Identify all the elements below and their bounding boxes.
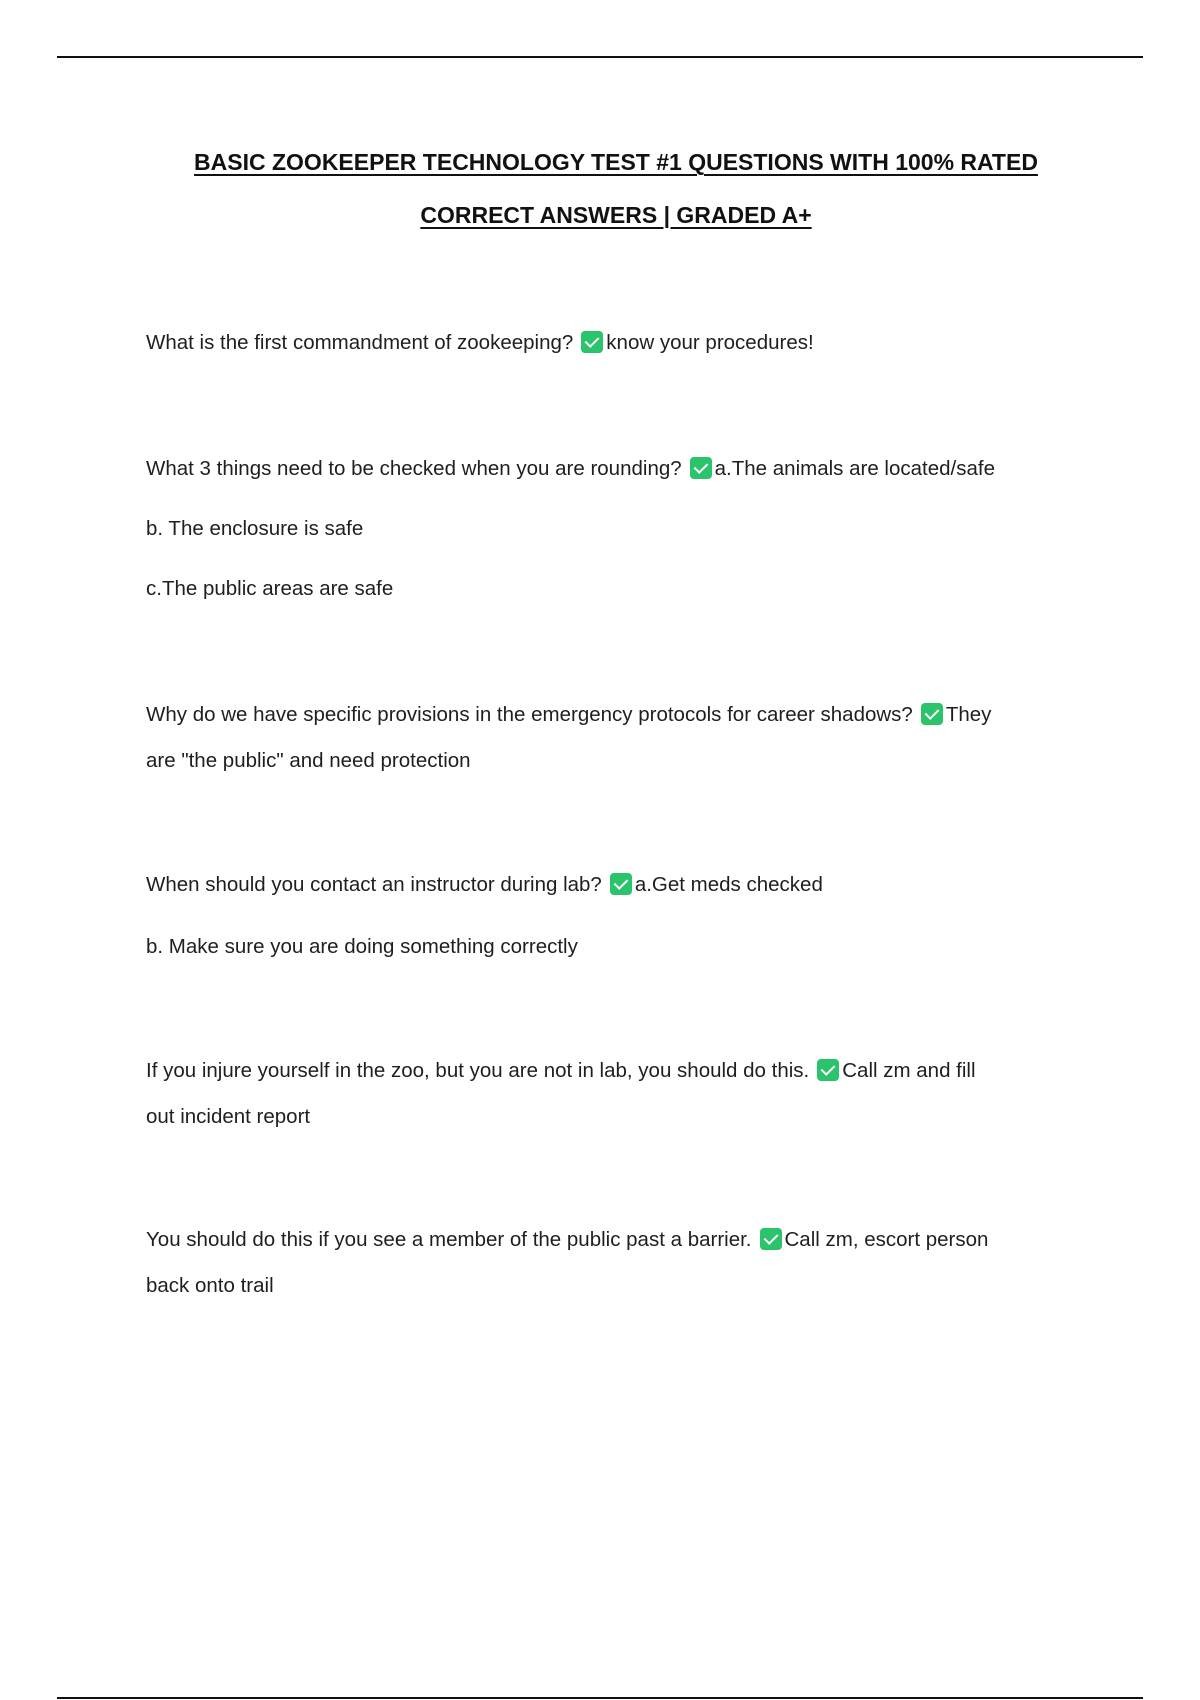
qa-item-4 [146,862,1086,970]
qa-line [146,320,1086,366]
answer-text: a.Get meds checked [634,873,823,896]
answer-text: know your procedures! [606,331,814,354]
title-line-1: BASIC ZOOKEEPER TECHNOLOGY TEST #1 QUESTIONS WITH 100% RATED [194,149,1038,175]
qa-item-5 [146,1048,1086,1140]
qa-item-6 [146,1217,1086,1309]
answer-continuation: back onto trail [146,1274,274,1297]
bottom-rule [57,1697,1143,1699]
answer-text: a.The animals are located/safe [714,457,995,480]
answer-line: c.The public areas are safe [146,577,394,600]
top-rule [57,56,1143,58]
question-text: What 3 things need to be checked when you are rounding? [146,457,682,480]
check-mark-icon [610,873,632,895]
qa-line [146,692,1086,738]
check-mark-icon [760,1228,782,1250]
answer-continuation: out incident report [146,1105,311,1128]
qa-line [146,1217,1086,1263]
question-text: When should you contact an instructor during lab? [146,873,602,896]
question-text: If you injure yourself in the zoo, but you are not in lab, you should do this. [146,1059,810,1082]
check-mark-icon [581,331,603,353]
qa-line [146,1048,1086,1094]
answer-text: They [945,703,992,726]
answer-text: Call zm, escort person [784,1228,989,1251]
check-mark-icon [690,457,712,479]
title-line-2: CORRECT ANSWERS | GRADED A+ [420,202,812,228]
qa-item-1 [146,320,1086,366]
question-text: Why do we have specific provisions in the emergency protocols for career shadows? [146,703,913,726]
qa-line [146,446,1086,492]
qa-item-2 [146,446,1086,612]
document-title [0,136,1200,242]
question-text: You should do this if you see a member of the public past a barrier. [146,1228,752,1251]
check-mark-icon [921,703,943,725]
check-mark-icon [817,1059,839,1081]
answer-line: b. The enclosure is safe [146,517,364,540]
answer-line: b. Make sure you are doing something correctly [146,935,578,958]
question-text: What is the first commandment of zookeeping? [146,331,574,354]
answer-continuation: are "the public" and need protection [146,749,471,772]
qa-item-3 [146,692,1086,784]
answer-text: Call zm and fill [842,1059,976,1082]
qa-line [146,862,1086,908]
